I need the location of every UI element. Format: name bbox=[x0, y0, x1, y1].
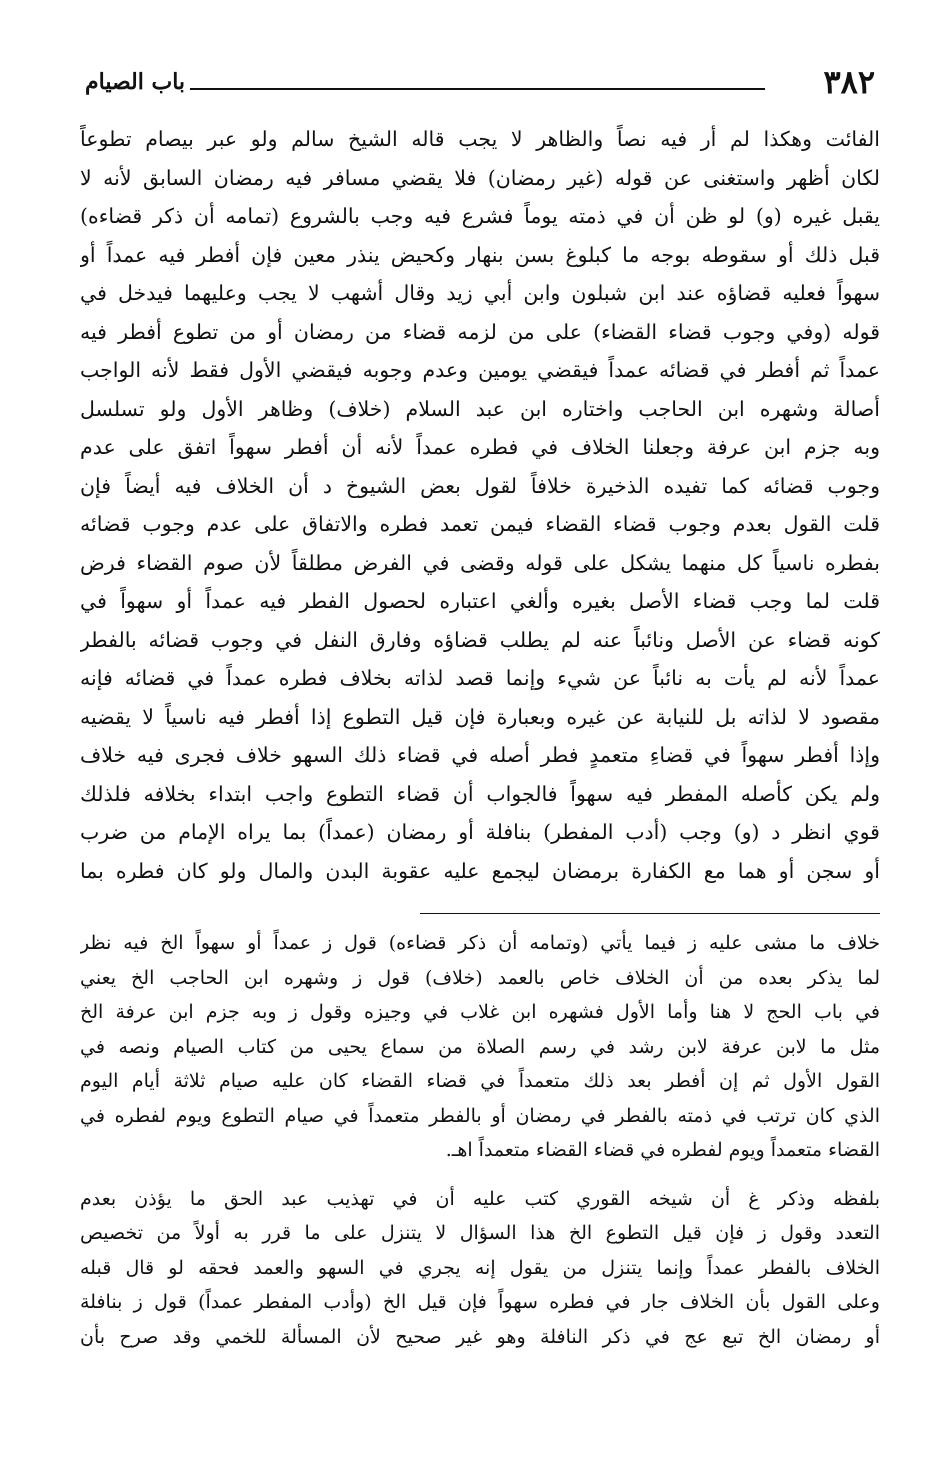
text-line: قلت القول بعدم وجوب قضاء القضاء فيمن تعمد فطره والاتفاق على عدم وجوب قضائه bbox=[80, 512, 880, 536]
footnote-line: بلفظه وذكر غ أن شيخه القوري كتب عليه أن في تهذيب عبد الحق ما يؤذن بعدم bbox=[80, 1187, 880, 1210]
text-line: وإذا أفطر سهواً في قضاءِ متعمدٍ فطر أصله في قضاء ذلك السهو خلاف فجرى فيه خلاف bbox=[80, 743, 880, 767]
footnote-separator bbox=[420, 913, 880, 914]
text-line: وجوب قضائه كما تفيده الذخيرة خلافاً لقول بعض الشيوخ د أن الخلاف فيه أيضاً فإن bbox=[80, 473, 880, 498]
text-line: أو سجن أو هما مع الكفارة برمضان ليجمع عليه عقوبة البدن والمال ولو كان فطره بما bbox=[80, 858, 880, 883]
footnote-paragraph bbox=[80, 1182, 880, 1355]
chapter-title: باب الصيام bbox=[85, 69, 186, 95]
text-line: قلت لما وجب قضاء الأصل بغيره وألغي اعتباره لحصول الفطر فيه عمداً أو سهواً في bbox=[80, 589, 880, 613]
text-line: أصالة وشهره ابن الحاجب واختاره ابن عبد السلام (خلاف) وظاهر الأول ولو تسلسل bbox=[80, 396, 880, 421]
footnote-line: القول الأول ثم إن أفطر بعد ذلك متعمداً في قضاء القضاء كان عليه صيام ثلاثة أيام اليوم bbox=[80, 1070, 880, 1092]
text-line: عمداً لأنه لم يأت به نائباً عن شيء وإنما قصد لذاته بخلاف فطره عمداً في قضائه فإنه bbox=[80, 666, 880, 690]
text-line: قوله (وفي وجوب قضاء القضاء) على من لزمه قضاء من رمضان أو من تطوع أفطر فيه bbox=[80, 319, 880, 344]
text-line: وبه جزم ابن عرفة وجعلنا الخلاف في فطره عمداً لأنه أن أفطر سهواً اتفق على عدم bbox=[80, 435, 880, 459]
text-line: لكان أظهر واستغنى عن قوله (غير رمضان) فلا يقضي مسافر فيه رمضان السابق لأنه لا bbox=[80, 165, 880, 190]
footnote-line: الذي كان ترتب في ذمته بالفطر في رمضان أو بالفطر متعمداً في صيام التطوع ويوم لفطره في bbox=[80, 1104, 880, 1127]
header-rule bbox=[190, 88, 765, 90]
text-line: عمداً ثم أفطر في قضائه عمداً فيقضي يومين وعدم وجوبه فيقضي الأول فقط لأنه الواجب bbox=[80, 358, 880, 382]
text-line: قبل ذلك أو سقوطه بوجه ما كبلوغ بسن بنهار وكحيض ينذر معين فإن أفطر فيه عمداً أو bbox=[80, 242, 880, 267]
text-line: قوي انظر د (و) وجب (أدب المفطر) بنافلة أو رمضان (عمداً) بما يراه الإمام من ضرب bbox=[80, 820, 880, 844]
footnote-line: أو رمضان الخ تبع عج في ذكر النافلة وهو غير صحيح لأن المسألة للخمي وقد صرح بأن bbox=[80, 1325, 880, 1348]
footnote-line: الخلاف بالفطر عمداً وإنما يتنزل من يقول إنه يجري في السهو والعمد فحقه لو قال قبله bbox=[80, 1256, 880, 1279]
footnote-line: مثل ما لابن عرفة لابن رشد في رسم الصلاة من سماع يحيى من كتاب الصيام ونصه في bbox=[80, 1035, 880, 1058]
footnote-line: في باب الحج لا هنا وأما الأول فشهره ابن غلاب في وجيزه وقول ز وبه جزم ابن عرفة الخ bbox=[80, 1001, 880, 1023]
text-line: ولم يكن كأصله المفطر فيه سهواً فالجواب أن قضاء التطوع واجب ابتداء بخلافه فلذلك bbox=[80, 781, 880, 806]
footnote-line: خلاف ما مشى عليه ز فيما يأتي (وتمامه أن ذكر قضاءه) قول ز عمداً أو سهواً الخ فيه نظر bbox=[80, 932, 880, 954]
main-text bbox=[80, 120, 880, 890]
footnote-line: التعدد وقول ز فإن قيل التطوع الخ هذا السؤال لا يتنزل على ما قرر به أولاً من تخصيص bbox=[80, 1222, 880, 1244]
text-line: الفائت وهكذا لم أر فيه نصاً والظاهر لا يجب قاله الشيخ سالم ولو عبر بيصام تطوعاً bbox=[80, 127, 880, 151]
text-line: سهواً فعليه قضاؤه عند ابن شبلون وابن أبي زيد وقال أشهب لا يجب وعليهما فيدخل في bbox=[80, 281, 880, 305]
footnote-line: لما يذكر بعده من أن الخلاف خاص بالعمد (خلاف) قول ز وشهره ابن الحاجب الخ يعني bbox=[80, 966, 880, 989]
text-line: مقصود لا لذاته بل للنيابة عن غيره وبعبارة فإن قيل التطوع إذا أفطر فيه ناسياً لا يقضيه bbox=[80, 704, 880, 729]
footnote-line: القضاء متعمداً ويوم لفطره في قضاء القضاء متعمداً اهـ. bbox=[445, 1139, 880, 1161]
footnote-paragraph bbox=[80, 926, 880, 1168]
text-line: كونه قضاء عن الأصل ونائباً عنه لم يطلب قضاؤه وفارق النفل في وجوب قضائه بالفطر bbox=[80, 627, 880, 652]
footnotes bbox=[80, 926, 880, 1354]
text-line: بفطره ناسياً كل منهما يشكل على قوله وقضى في الفرض مطلقاً لأن صوم القضاء فرض bbox=[80, 550, 880, 575]
page-header bbox=[85, 62, 875, 102]
footnote-line: وعلى القول بأن الخلاف جار في فطره سهواً فإن قيل الخ (وأدب المفطر عمداً) قول ز بنافلة bbox=[80, 1291, 880, 1313]
text-line: يقبل غيره (و) لو ظن أن في ذمته يوماً فشرع فيه وجب بالشروع (تمامه أن ذكر قضاءه) bbox=[80, 204, 880, 228]
page-number: ٣٨٢ bbox=[823, 63, 875, 101]
